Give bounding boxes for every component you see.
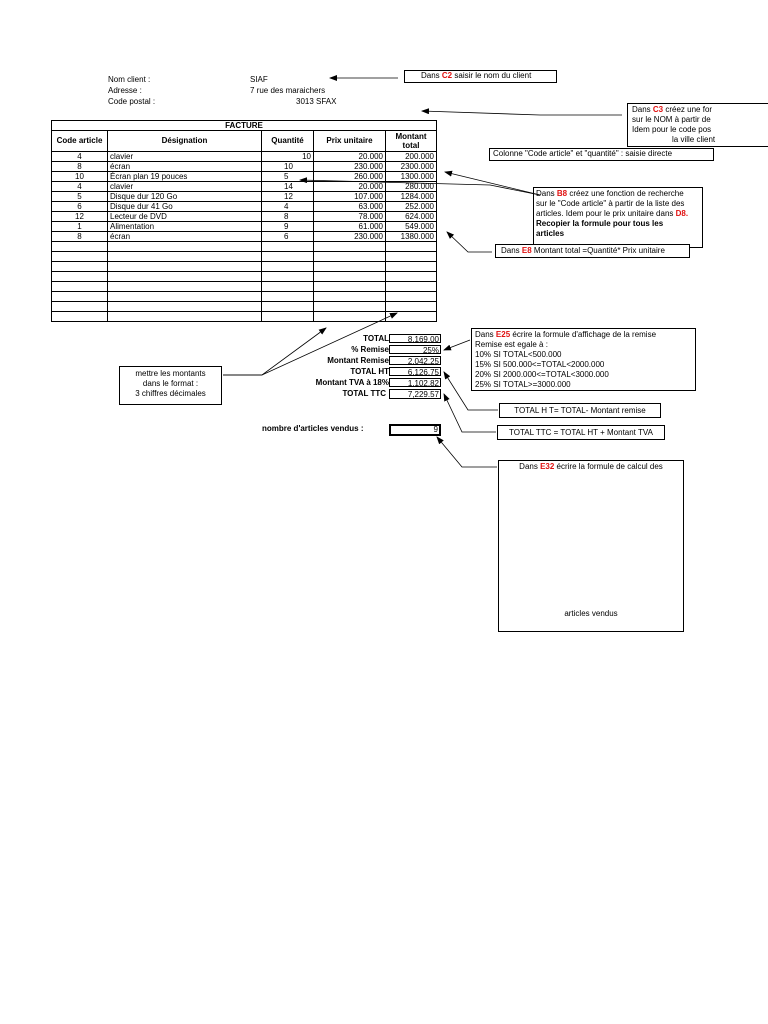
cell-designation[interactable]: Alimentation <box>108 222 262 232</box>
col-header-total: Montant total <box>386 131 437 152</box>
cell-price[interactable]: 260.000 <box>314 172 386 182</box>
cell-price[interactable]: 20.000 <box>314 152 386 162</box>
postal-label: Code postal : <box>108 97 156 106</box>
note-e25-line3: 10% SI TOTAL<500.000 <box>475 350 562 359</box>
arrow-format-b <box>223 313 397 375</box>
cell-designation[interactable]: clavier <box>108 182 262 192</box>
arrow-format-a <box>223 328 326 375</box>
cell-total[interactable]: 280.000 <box>386 182 437 192</box>
note-d8-ref: D8. <box>675 209 689 218</box>
note-format-line1: mettre les montants <box>135 369 206 378</box>
note-c2-text: saisir le nom du client <box>452 71 532 80</box>
note-e25-pre: Dans <box>475 330 496 339</box>
cell-designation[interactable]: clavier <box>108 152 262 162</box>
arrow-c3 <box>422 111 622 115</box>
note-c3-line2: sur le NOM à partir de <box>632 115 711 124</box>
note-c2-ref: C2 <box>441 71 453 80</box>
note-total-ht: TOTAL H T= TOTAL- Montant remise <box>499 403 661 418</box>
note-c3-line1: créez une for <box>663 105 713 114</box>
note-e25-line5: 20% SI 2000.000<=TOTAL<3000.000 <box>475 370 609 379</box>
total-ht-value[interactable]: 6,126.75 <box>389 367 441 376</box>
arrow-e8 <box>447 232 492 252</box>
articles-label: nombre d'articles vendus : <box>262 424 364 433</box>
cell-designation[interactable]: écran <box>108 162 262 172</box>
cell-total[interactable]: 252.000 <box>386 202 437 212</box>
remise-label: % Remise <box>351 345 389 354</box>
arrow-ttc <box>444 394 496 432</box>
cell-code[interactable]: 8 <box>52 162 108 172</box>
cell-qty[interactable]: 12 <box>262 192 314 202</box>
total-value[interactable]: 8,169.00 <box>389 334 441 343</box>
client-label: Nom client : <box>108 75 151 84</box>
cell-total[interactable]: 2300.000 <box>386 162 437 172</box>
note-e8-ref: E8 <box>521 246 532 255</box>
ttc-value[interactable]: 7,229.57 <box>389 389 441 399</box>
note-total-ttc: TOTAL TTC = TOTAL HT + Montant TVA <box>497 425 665 440</box>
note-b8-ref: B8 <box>556 189 568 198</box>
col-header-quantity: Quantité <box>262 131 314 152</box>
cell-total[interactable]: 1380.000 <box>386 232 437 242</box>
cell-price[interactable]: 78.000 <box>314 212 386 222</box>
arrow-b8b <box>445 172 540 195</box>
note-format-line3: 3 chiffres décimales <box>135 389 206 398</box>
note-c2-pre: Dans <box>421 71 442 80</box>
cell-total[interactable]: 1284.000 <box>386 192 437 202</box>
cell-total[interactable]: 549.000 <box>386 222 437 232</box>
cell-qty[interactable]: 6 <box>262 232 314 242</box>
cell-designation[interactable]: Écran plan 19 pouces <box>108 172 262 182</box>
cell-code[interactable]: 6 <box>52 202 108 212</box>
note-e8-text: Montant total =Quantité* Prix unitaire <box>531 246 665 255</box>
articles-value[interactable]: 9 <box>389 424 441 436</box>
cell-code[interactable]: 12 <box>52 212 108 222</box>
note-e25-line4: 15% SI 500.000<=TOTAL<2000.000 <box>475 360 605 369</box>
cell-designation[interactable]: écran <box>108 232 262 242</box>
cell-total[interactable]: 1300.000 <box>386 172 437 182</box>
note-e32-line2: articles vendus <box>564 609 618 618</box>
note-c3-ref: C3 <box>652 105 664 114</box>
cell-qty[interactable]: 8 <box>262 212 314 222</box>
arrow-e25 <box>444 340 470 350</box>
cell-price[interactable]: 107.000 <box>314 192 386 202</box>
cell-price[interactable]: 230.000 <box>314 162 386 172</box>
client-value: SIAF <box>250 75 268 84</box>
note-e25-text: écrire la formule d'affichage de la remise <box>510 330 657 339</box>
cell-designation[interactable]: Disque dur 120 Go <box>108 192 262 202</box>
cell-code[interactable]: 4 <box>52 152 108 162</box>
note-c3-pre: Dans <box>632 105 653 114</box>
cell-qty[interactable]: 9 <box>262 222 314 232</box>
cell-price[interactable]: 20.000 <box>314 182 386 192</box>
total-label: TOTAL <box>363 334 389 343</box>
address-value: 7 rue des maraichers <box>250 86 326 95</box>
cell-designation[interactable]: Lecteur de DVD <box>108 212 262 222</box>
cell-qty[interactable]: 4 <box>262 202 314 212</box>
note-e32-text: écrire la formule de calcul des <box>554 462 663 471</box>
cell-total[interactable]: 624.000 <box>386 212 437 222</box>
note-b8-line3: articles. Idem pour le prix unitaire dans <box>536 209 676 218</box>
address-label: Adresse : <box>108 86 142 95</box>
total-ht-label: TOTAL HT <box>350 367 389 376</box>
cell-code[interactable]: 10 <box>52 172 108 182</box>
arrow-e32 <box>437 437 497 467</box>
arrow-b8 <box>300 180 540 195</box>
note-b8-line1: créez une fonction de recherche <box>567 189 684 198</box>
cell-qty[interactable]: 10 <box>262 162 314 172</box>
note-columns: Colonne "Code article" et "quantité" : saisie directe <box>489 148 714 161</box>
note-b8-line5: articles <box>536 229 565 238</box>
cell-code[interactable]: 4 <box>52 182 108 192</box>
cell-designation[interactable]: Disque dur 41 Go <box>108 202 262 212</box>
arrow-ht <box>444 372 498 410</box>
note-b8-line4: Recopier la formule pour tous les <box>536 219 664 228</box>
invoice-title: FACTURE <box>52 121 437 131</box>
montant-remise-label: Montant Remise <box>327 356 389 365</box>
col-header-designation: Désignation <box>108 131 262 152</box>
note-c3-line3: Idem pour le code pos <box>632 125 712 134</box>
cell-code[interactable]: 1 <box>52 222 108 232</box>
montant-remise-value[interactable]: 2,042.25 <box>389 356 441 365</box>
tva-label: Montant TVA à 18% <box>315 378 389 387</box>
col-header-price: Prix unitaire <box>314 131 386 152</box>
note-e32-ref: E32 <box>540 462 555 471</box>
note-b8-pre: Dans <box>536 189 557 198</box>
note-e25-line2: Remise est egale à : <box>475 340 548 349</box>
cell-price[interactable]: 230.000 <box>314 232 386 242</box>
remise-value[interactable]: 25% <box>389 345 441 354</box>
note-e25-ref: E25 <box>495 330 511 339</box>
cell-total[interactable]: 200.000 <box>386 152 437 162</box>
note-format-line2: dans le format : <box>142 379 199 388</box>
note-c3-line4: la ville client <box>672 135 716 144</box>
cell-qty[interactable]: 5 <box>262 172 314 182</box>
note-e32-pre: Dans <box>519 462 541 471</box>
cell-qty[interactable]: 10 <box>262 152 314 162</box>
note-e25-line6: 25% SI TOTAL>=3000.000 <box>475 380 571 389</box>
postal-value: 3013 SFAX <box>296 97 337 106</box>
col-header-code: Code article <box>52 131 108 152</box>
note-e8-pre: Dans <box>501 246 522 255</box>
cell-price[interactable]: 61.000 <box>314 222 386 232</box>
cell-price[interactable]: 63.000 <box>314 202 386 212</box>
tva-value[interactable]: 1,102.82 <box>389 378 441 387</box>
note-b8-line2: sur le "Code article" à partir de la liste des <box>536 199 685 208</box>
cell-code[interactable]: 8 <box>52 232 108 242</box>
cell-code[interactable]: 5 <box>52 192 108 202</box>
ttc-label: TOTAL TTC <box>342 389 386 398</box>
cell-qty[interactable]: 14 <box>262 182 314 192</box>
